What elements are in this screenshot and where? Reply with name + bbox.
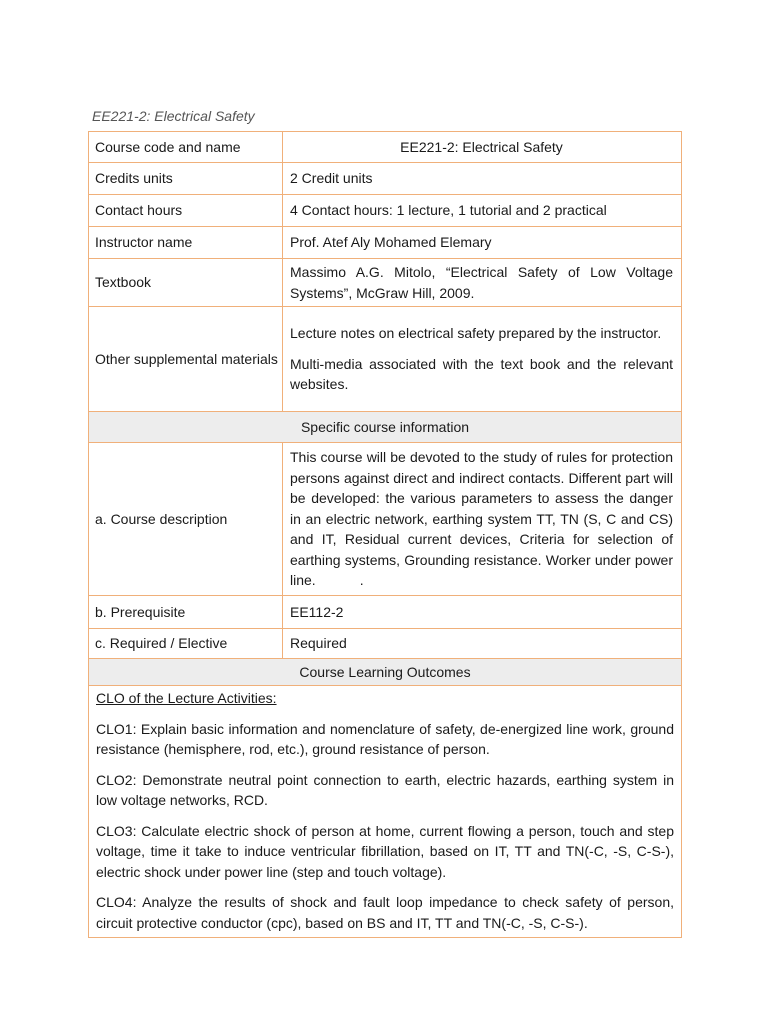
table-row-credits [89,163,682,195]
specific-info-header: Specific course information [89,412,682,443]
supplemental-label: Other supplemental materials [89,307,283,412]
table-row-supplemental [89,307,682,412]
credits-label: Credits units [89,163,283,195]
clo-item-2: CLO2: Demonstrate neutral point connection to earth, electric hazards, earthing system in low voltage networks, RCD. [96,771,674,808]
instructor-value: Prof. Atef Aly Mohamed Elemary [283,227,682,259]
clo-item-4: CLO4: Analyze the results of shock and fault loop impedance to check safety of person, circuit protective conductor (cpc), based on BS and IT, TT and TN(-C, -S, C-S-). [96,894,674,931]
description-trailing-dot: . [359,572,364,589]
document-title: EE221-2: Electrical Safety [92,108,255,124]
prerequisite-value: EE112-2 [283,596,682,629]
textbook-value: Massimo A.G. Mitolo, “Electrical Safety of Low Voltage Systems”, McGraw Hill, 2009. [283,259,682,307]
table-row-textbook [89,259,682,307]
textbook-label: Textbook [89,259,283,307]
table-row-description [89,443,682,596]
description-value [283,443,682,596]
table-row-clo-list [89,686,682,938]
table-row-contact-hours [89,195,682,227]
credits-value: 2 Credit units [283,163,682,195]
table-row-instructor [89,227,682,259]
description-label: a. Course description [89,443,283,596]
clo-item-1: CLO1: Explain basic information and nomenclature of safety, de-energized line work, ground resistance (hemisphere, rod, etc.), ground resistance of person. [96,720,674,757]
table-row-required [89,629,682,659]
table-row-section-header [89,412,682,443]
course-info-table [88,131,682,938]
contact-hours-value: 4 Contact hours: 1 lecture, 1 tutorial and 2 practical [283,195,682,227]
course-code-label: Course code and name [89,132,283,163]
supplemental-value [283,307,682,412]
contact-hours-label: Contact hours [89,195,283,227]
clo-cell [89,686,682,938]
clo-title: CLO of the Lecture Activities: [96,690,277,706]
prerequisite-label: b. Prerequisite [89,596,283,629]
table-row-course-code [89,132,682,163]
table-row-clo-header [89,659,682,686]
instructor-label: Instructor name [89,227,283,259]
supplemental-item-lecture-notes: Lecture notes on electrical safety prepared by the instructor. [290,325,662,342]
clo-header: Course Learning Outcomes [89,659,682,686]
course-code-value: EE221-2: Electrical Safety [283,132,682,163]
required-label: c. Required / Elective [89,629,283,659]
required-value: Required [283,629,682,659]
description-text: This course will be devoted to the study of rules for protection persons against direct and indirect contacts. Different part will be developed: the various parameters to assess the danger in an electric network, earthing system TT, TN (S, C and CS) and IT, Residual current devices, Criteria for selection of earthing systems, Grounding resistance. Worker under power line. [290,449,673,589]
clo-item-3: CLO3: Calculate electric shock of person at home, current flowing a person, touch and step voltage, time it take to induce ventricular fibrillation, based on IT, TT and TN(-C, -S, C-S-), electric shock under power line (step and touch voltage). [96,822,674,880]
table-row-prerequisite [89,596,682,629]
supplemental-item-multimedia: Multi-media associated with the text book and the relevant websites. [290,355,673,393]
